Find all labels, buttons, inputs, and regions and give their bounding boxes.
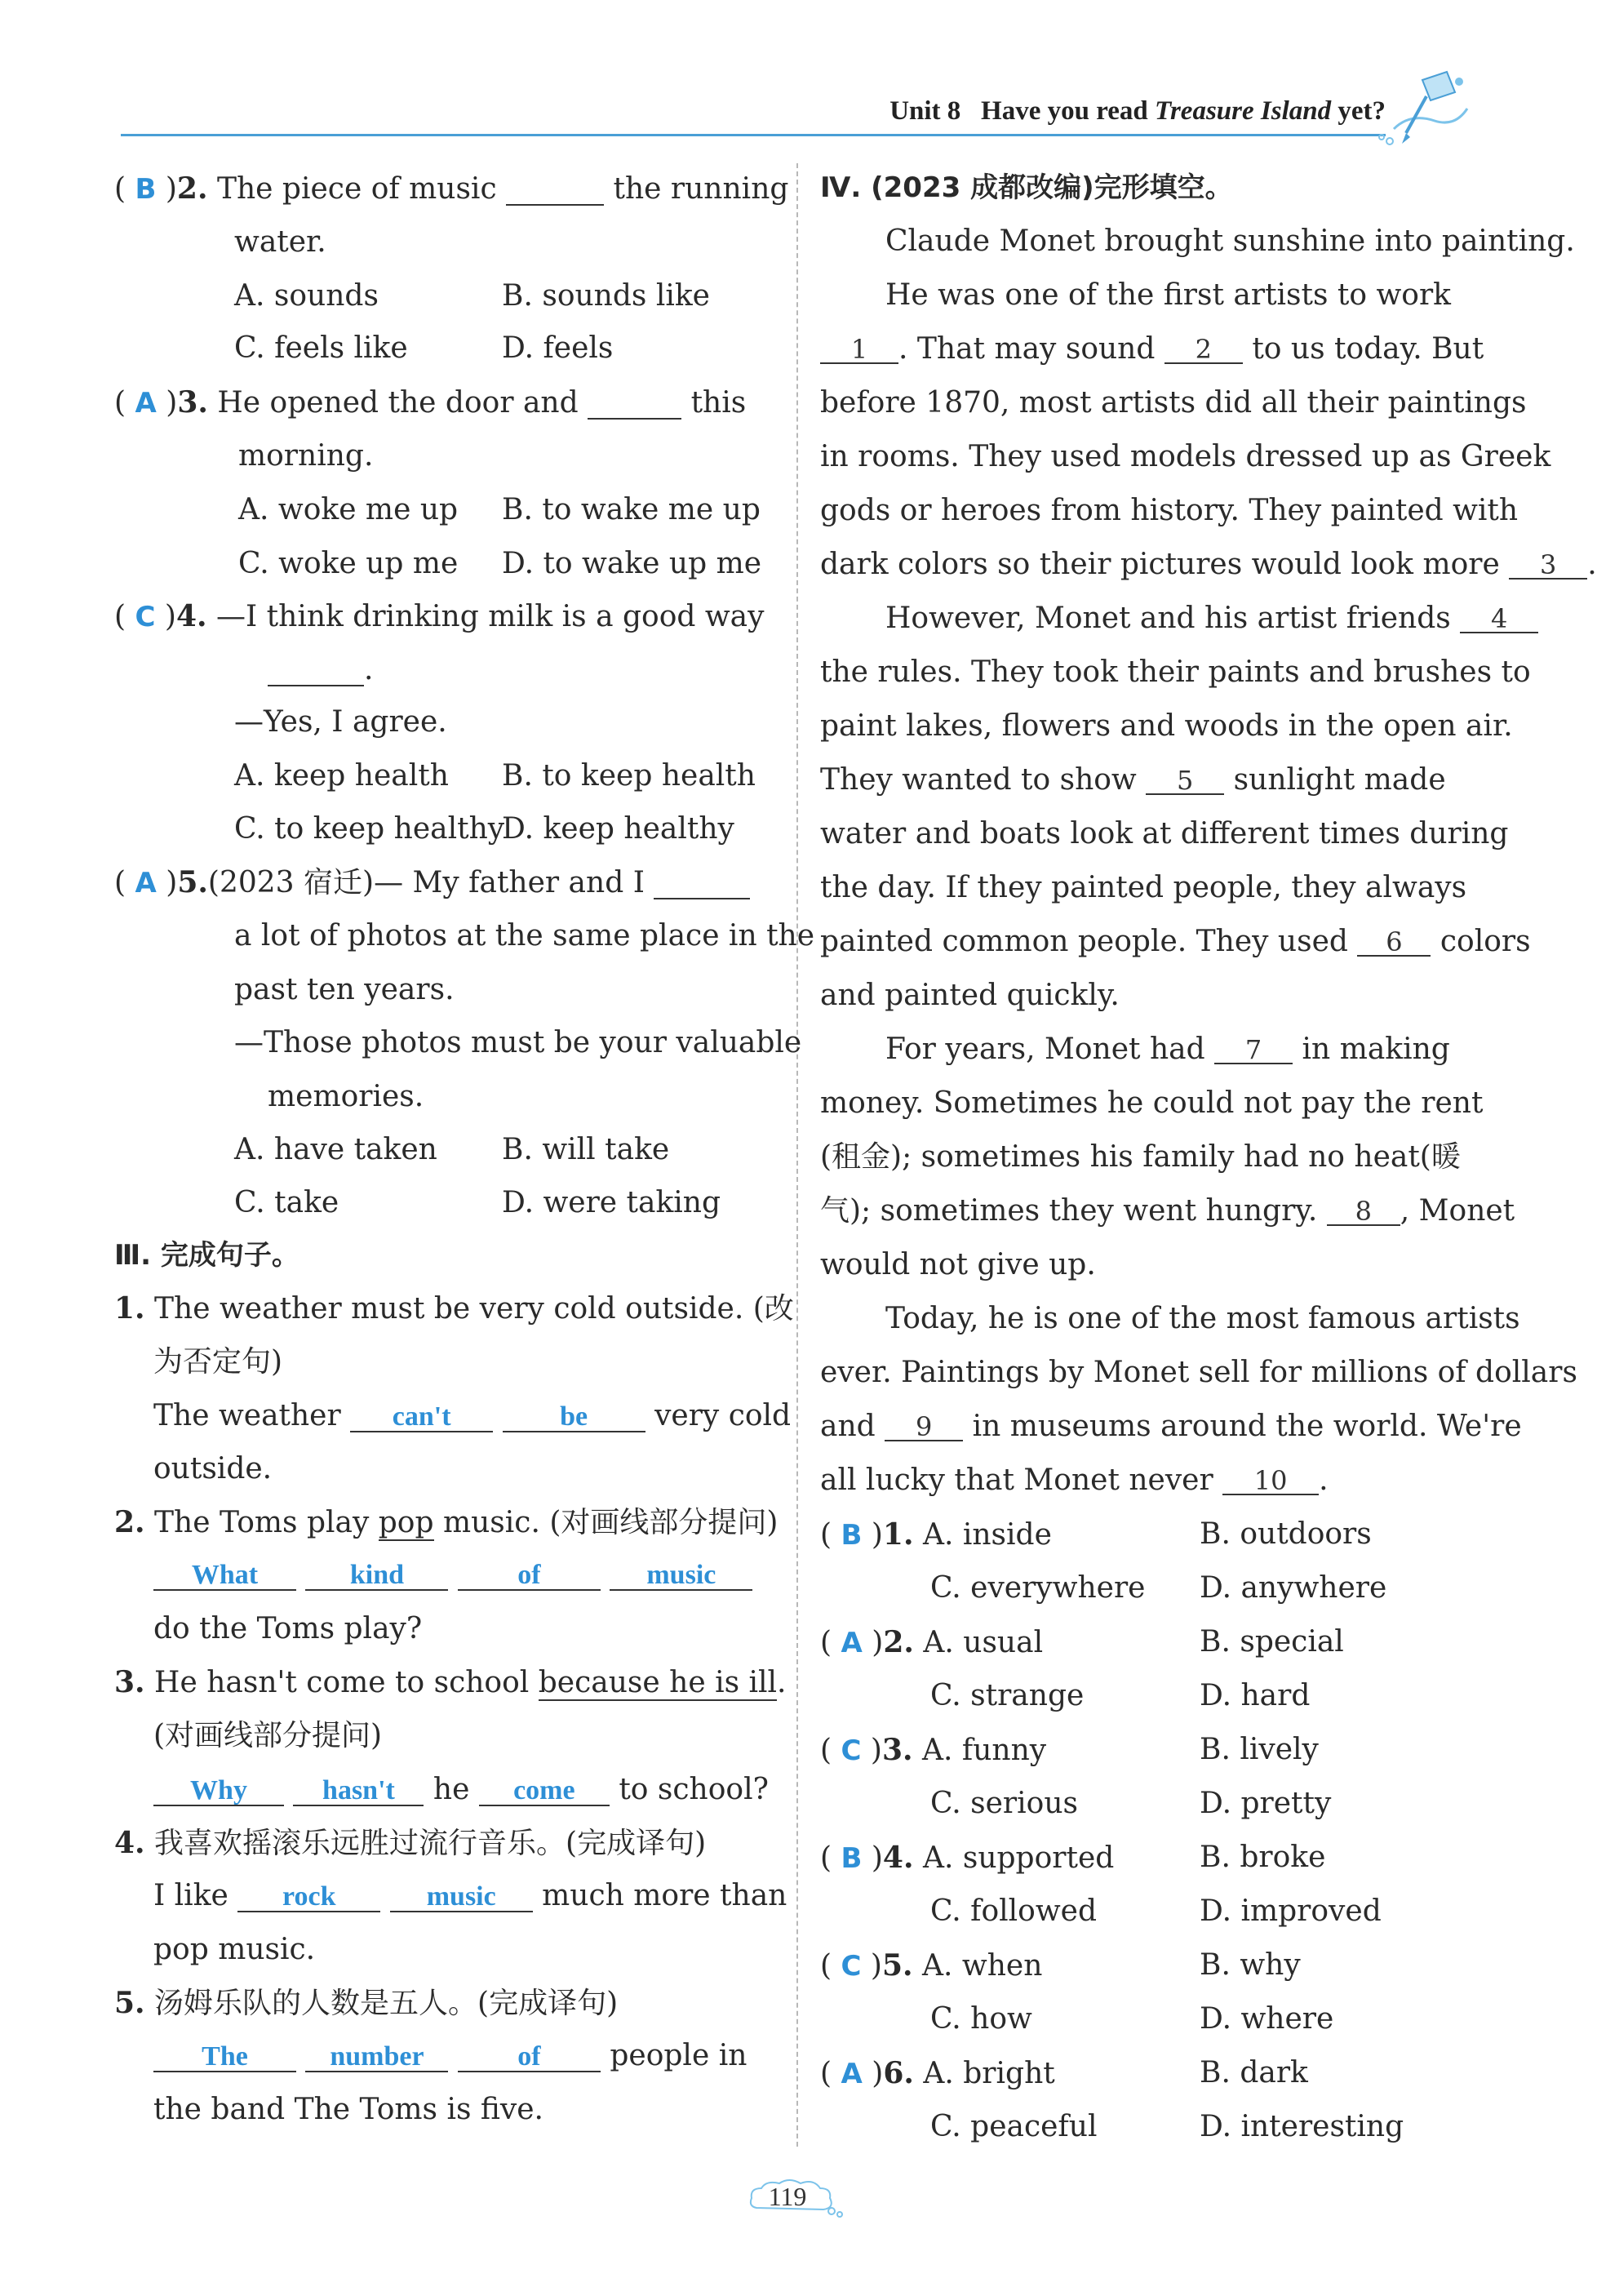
- s4-text-a: 我喜欢摇滚乐远胜过流行音乐。(完成译句): [154, 1827, 707, 1860]
- choice-option-b: B. why: [1200, 1948, 1301, 1982]
- q4-option-b: B. to keep health: [502, 759, 756, 793]
- choice-option-c: C. strange: [930, 1679, 1085, 1712]
- sentence-5: [114, 1988, 618, 2018]
- q5-text-b: a lot of photos at the same place in the: [234, 919, 815, 953]
- s2-answer-3: of: [458, 1561, 601, 1591]
- qnum-2: 2.: [176, 171, 208, 206]
- s5-answer-2: number: [305, 2043, 448, 2072]
- passage-line-11a: They wanted to show: [820, 763, 1137, 797]
- passage-line-22: ever. Paintings by Monet sell for millions of dollars: [820, 1356, 1577, 1389]
- choice-question-1: ( B )1. A. inside: [820, 1517, 1052, 1552]
- s2-underlined: pop: [378, 1506, 434, 1539]
- answer-q3: A: [135, 387, 157, 420]
- unit-title: [889, 96, 1386, 127]
- s1-text-b: 为否定句): [153, 1345, 283, 1379]
- choice-option-a: A. usual: [923, 1626, 1044, 1659]
- choice-option-c: C. everywhere: [930, 1571, 1146, 1605]
- passage-line-19: [820, 1194, 1515, 1228]
- choice-option-a: A. bright: [923, 2057, 1055, 2090]
- passage-line-14a: painted common people. They used: [820, 925, 1348, 958]
- choice-option-d: D. interesting: [1200, 2110, 1404, 2143]
- s4-num: 4.: [114, 1826, 145, 1860]
- q5-option-d: D. were taking: [502, 1186, 721, 1219]
- blank-6: 6: [1357, 929, 1431, 957]
- passage-line-3: [820, 332, 1484, 366]
- passage-line-8: [885, 604, 1538, 633]
- passage-line-7b: .: [1587, 548, 1597, 581]
- blank-4: 4: [1460, 606, 1538, 633]
- s5-text-a: 汤姆乐队的人数是五人。(完成译句): [154, 1987, 619, 2020]
- passage-line-21: Today, he is one of the most famous artists: [885, 1302, 1520, 1335]
- q4-option-c: C. to keep healthy: [234, 812, 505, 846]
- page-number: 119: [768, 2182, 807, 2211]
- s5-answer-1: The: [153, 2043, 296, 2072]
- question-4: ( C )4. —I think drinking milk is a good way: [114, 599, 765, 633]
- s2-answers: [153, 1560, 752, 1591]
- s3-answers: [153, 1775, 769, 1806]
- q3-blank: [588, 389, 681, 420]
- choice-option-a: A. supported: [922, 1841, 1115, 1875]
- s3-text-b: .: [777, 1666, 787, 1699]
- s1-fill-a: The weather: [153, 1399, 341, 1432]
- choice-question-2: ( A )2. A. usual: [820, 1625, 1044, 1659]
- q4-option-a: A. keep health: [234, 759, 449, 793]
- title-before: Have you read: [981, 96, 1148, 126]
- s2-answer-4: music: [610, 1561, 752, 1591]
- choice-option-b: B. dark: [1200, 2056, 1308, 2089]
- q4-text-c: —Yes, I agree.: [234, 705, 447, 739]
- s5-answers: [153, 2041, 747, 2072]
- answer-q5: A: [135, 867, 157, 899]
- q2-text-c: water.: [234, 225, 326, 259]
- s3-answer-1: Why: [153, 1777, 284, 1806]
- s5-answer-3: of: [458, 2043, 601, 2072]
- s3-answer-3: come: [479, 1777, 610, 1806]
- q2-option-d: D. feels: [502, 331, 614, 365]
- q5-blank: [654, 868, 750, 899]
- q5-text-d: —Those photos must be your valuable: [234, 1026, 802, 1059]
- unit-label: Unit 8: [889, 96, 961, 126]
- passage-line-5: in rooms. They used models dressed up as Greek: [820, 440, 1551, 473]
- choice-option-b: B. lively: [1200, 1733, 1319, 1766]
- s2-text-a: The Toms play: [154, 1506, 370, 1539]
- passage-line-15: and painted quickly.: [820, 979, 1120, 1012]
- sentence-1: [114, 1291, 794, 1326]
- s3-underlined: because he is ill: [538, 1666, 778, 1699]
- passage-line-10: paint lakes, flowers and woods in the open air.: [820, 709, 1513, 743]
- q5-option-c: C. take: [234, 1186, 339, 1219]
- passage-line-16a: For years, Monet had: [885, 1033, 1205, 1066]
- q3-option-d: D. to wake up me: [502, 547, 762, 580]
- blank-8: 8: [1327, 1198, 1400, 1226]
- s4-fill-c: pop music.: [153, 1933, 316, 1966]
- passage-line-9: the rules. They took their paints and brushes to: [820, 655, 1531, 689]
- s1-fill-line: [153, 1401, 791, 1432]
- passage-line-8a: However, Monet and his artist friends: [885, 602, 1451, 635]
- choice-answer: C: [841, 1734, 862, 1767]
- s1-answer-2: be: [503, 1403, 645, 1432]
- book-title: Treasure Island: [1155, 96, 1332, 126]
- q3-option-b: B. to wake me up: [502, 493, 761, 526]
- choice-option-c: C. peaceful: [930, 2110, 1098, 2143]
- q5-text-c: past ten years.: [234, 973, 455, 1006]
- choice-question-4: ( B )4. A. supported: [820, 1841, 1115, 1875]
- choice-option-c: C. serious: [930, 1787, 1078, 1820]
- passage-line-11: [820, 763, 1446, 797]
- passage-line-7: [820, 550, 1597, 580]
- s1-fill-c: outside.: [153, 1452, 273, 1486]
- s1-num: 1.: [114, 1291, 145, 1326]
- s3-mid-2: to school?: [619, 1773, 769, 1806]
- passage-line-23a: and: [820, 1410, 876, 1443]
- s5-fill-c: the band The Toms is five.: [153, 2093, 544, 2126]
- choice-num: 3.: [881, 1733, 913, 1767]
- s1-fill-b: very cold: [654, 1399, 792, 1432]
- passage-line-14b: colors: [1440, 925, 1531, 958]
- section-3-title: Ⅲ. 完成句子。: [114, 1239, 299, 1272]
- passage-line-14: [820, 927, 1531, 957]
- passage-line-13: the day. If they painted people, they always: [820, 871, 1467, 904]
- s3-mid-1: he: [433, 1773, 470, 1806]
- blank-7: 7: [1214, 1037, 1293, 1064]
- question-2: ( B )2. The piece of music the running: [114, 171, 789, 206]
- answer-q2: B: [135, 173, 157, 206]
- passage-line-2: He was one of the first artists to work: [885, 278, 1451, 312]
- question-3: ( A )3. He opened the door and this: [114, 385, 747, 420]
- passage-line-24: [820, 1463, 1329, 1497]
- q2-blank: [506, 175, 604, 206]
- choice-option-d: D. where: [1200, 2002, 1334, 2036]
- q2-text-b: the running: [613, 172, 789, 206]
- passage-line-3a: . That may sound: [898, 332, 1156, 366]
- choice-option-d: D. improved: [1200, 1894, 1382, 1928]
- s2-answer-1: What: [153, 1561, 296, 1591]
- choice-answer: B: [841, 1519, 863, 1552]
- q3-text-c: morning.: [238, 439, 374, 473]
- s5-fill-b: people in: [610, 2039, 747, 2072]
- passage-line-17: money. Sometimes he could not pay the rent: [820, 1086, 1484, 1120]
- passage-line-1: Claude Monet brought sunshine into painting.: [885, 224, 1575, 258]
- s2-text-b: music. (对画线部分提问): [442, 1506, 779, 1539]
- header-rule: [121, 134, 1386, 136]
- choice-question-3: ( C )3. A. funny: [820, 1733, 1047, 1767]
- s3-text-c: (对画线部分提问): [153, 1719, 383, 1752]
- choice-answer: C: [841, 1950, 862, 1983]
- passage-line-16: [885, 1035, 1450, 1064]
- qnum-4: 4.: [175, 599, 207, 633]
- passage-line-12: water and boats look at different times during: [820, 817, 1509, 850]
- q2-option-c: C. feels like: [234, 331, 408, 365]
- blank-9: 9: [885, 1414, 963, 1441]
- passage-line-16b: in making: [1302, 1033, 1450, 1066]
- q2-option-b: B. sounds like: [502, 279, 710, 313]
- choice-num: 5.: [881, 1948, 913, 1983]
- q4-option-d: D. keep healthy: [502, 812, 734, 846]
- page-footer: [747, 2175, 845, 2221]
- qnum-5: 5.: [177, 865, 208, 899]
- sentence-4: [114, 1828, 706, 1859]
- s1-answer-1: can't: [350, 1403, 493, 1432]
- s4-fill-a: I like: [153, 1879, 228, 1912]
- passage-line-20: would not give up.: [820, 1248, 1096, 1281]
- q3-text-b: this: [690, 386, 747, 420]
- passage-line-4: before 1870, most artists did all their paintings: [820, 386, 1527, 420]
- passage-line-3b: to us today. But: [1252, 332, 1484, 366]
- passage-line-19a: 气); sometimes they went hungry.: [820, 1194, 1318, 1228]
- qnum-3: 3.: [177, 385, 208, 420]
- section-4-title: Ⅳ. (2023 成都改编)完形填空。: [820, 171, 1233, 204]
- q3-text-a: He opened the door and: [217, 386, 579, 420]
- passage-line-24a: all lucky that Monet never: [820, 1463, 1213, 1497]
- choice-answer: B: [841, 1842, 863, 1875]
- q3-option-c: C. woke up me: [238, 547, 459, 580]
- s2-num: 2.: [114, 1505, 145, 1539]
- choice-num: 1.: [882, 1517, 914, 1552]
- sentence-3: [114, 1665, 787, 1699]
- choice-option-a: A. when: [922, 1949, 1043, 1983]
- q5-option-b: B. will take: [502, 1133, 670, 1166]
- choice-option-d: D. anywhere: [1200, 1571, 1387, 1605]
- q4-blank-line: [268, 655, 373, 686]
- question-5: ( A )5.(2023 宿迁)— My father and I: [114, 868, 750, 899]
- s2-fill: do the Toms play?: [153, 1612, 423, 1645]
- choice-option-a: A. funny: [922, 1734, 1047, 1767]
- q3-option-a: A. woke me up: [238, 493, 459, 526]
- pencil-decoration-icon: [1377, 64, 1475, 153]
- s4-answer-1: rock: [237, 1883, 380, 1912]
- column-divider: [796, 163, 798, 2147]
- blank-2: 2: [1164, 336, 1243, 364]
- passage-line-7a: dark colors so their pictures would look more: [820, 548, 1500, 581]
- s4-fill-line: [153, 1881, 787, 1912]
- choice-option-a: A. inside: [922, 1518, 1052, 1552]
- choice-option-c: C. followed: [930, 1894, 1098, 1928]
- q5-source: (2023 宿迁): [207, 866, 375, 899]
- choice-option-d: D. hard: [1200, 1679, 1311, 1712]
- s4-fill-b: much more than: [542, 1879, 787, 1912]
- s5-num: 5.: [114, 1986, 145, 2020]
- q4-text-a: —I think drinking milk is a good way: [216, 600, 765, 633]
- choice-num: 6.: [883, 2056, 914, 2090]
- passage-line-11b: sunlight made: [1233, 763, 1446, 797]
- q2-option-a: A. sounds: [234, 279, 379, 313]
- blank-10: 10: [1222, 1468, 1319, 1495]
- blank-5: 5: [1146, 767, 1224, 795]
- passage-line-24b: .: [1319, 1463, 1329, 1497]
- q5-option-a: A. have taken: [234, 1133, 437, 1166]
- choice-num: 4.: [882, 1841, 914, 1875]
- choice-question-5: ( C )5. A. when: [820, 1948, 1043, 1983]
- choice-option-b: B. special: [1200, 1625, 1344, 1659]
- q2-text-a: The piece of music: [216, 172, 497, 206]
- q5-text-e: memories.: [268, 1080, 424, 1113]
- q5-text-a: — My father and I: [374, 866, 645, 899]
- choice-option-c: C. how: [930, 2002, 1032, 2036]
- passage-line-6: gods or heroes from history. They painted with: [820, 494, 1519, 527]
- choice-answer: A: [841, 1627, 863, 1659]
- blank-3: 3: [1509, 552, 1587, 580]
- s4-answer-2: music: [390, 1883, 533, 1912]
- passage-line-23: [820, 1412, 1522, 1441]
- choice-answer: A: [841, 2058, 863, 2090]
- answer-q4: C: [135, 601, 156, 633]
- choice-option-b: B. broke: [1200, 1841, 1326, 1874]
- blank-1: 1: [820, 336, 898, 364]
- s3-text-a: He hasn't come to school: [154, 1666, 530, 1699]
- s3-num: 3.: [114, 1665, 145, 1699]
- page-header: [121, 88, 1508, 145]
- sentence-2: [114, 1505, 779, 1539]
- choice-question-6: ( A )6. A. bright: [820, 2056, 1055, 2090]
- choice-option-b: B. outdoors: [1200, 1517, 1372, 1551]
- passage-line-18: (租金); sometimes his family had no heat(暖: [820, 1140, 1461, 1174]
- s1-text-a: The weather must be very cold outside. (改: [154, 1292, 794, 1326]
- passage-line-19b: , Monet: [1400, 1194, 1515, 1228]
- s2-answer-2: kind: [305, 1561, 448, 1591]
- passage-line-23b: in museums around the world. We're: [972, 1410, 1522, 1443]
- choice-option-d: D. pretty: [1200, 1787, 1332, 1820]
- choice-num: 2.: [883, 1625, 914, 1659]
- q4-text-b: .: [364, 653, 374, 686]
- s3-answer-2: hasn't: [293, 1777, 424, 1806]
- q4-blank: [268, 655, 364, 686]
- title-after: yet?: [1337, 96, 1386, 126]
